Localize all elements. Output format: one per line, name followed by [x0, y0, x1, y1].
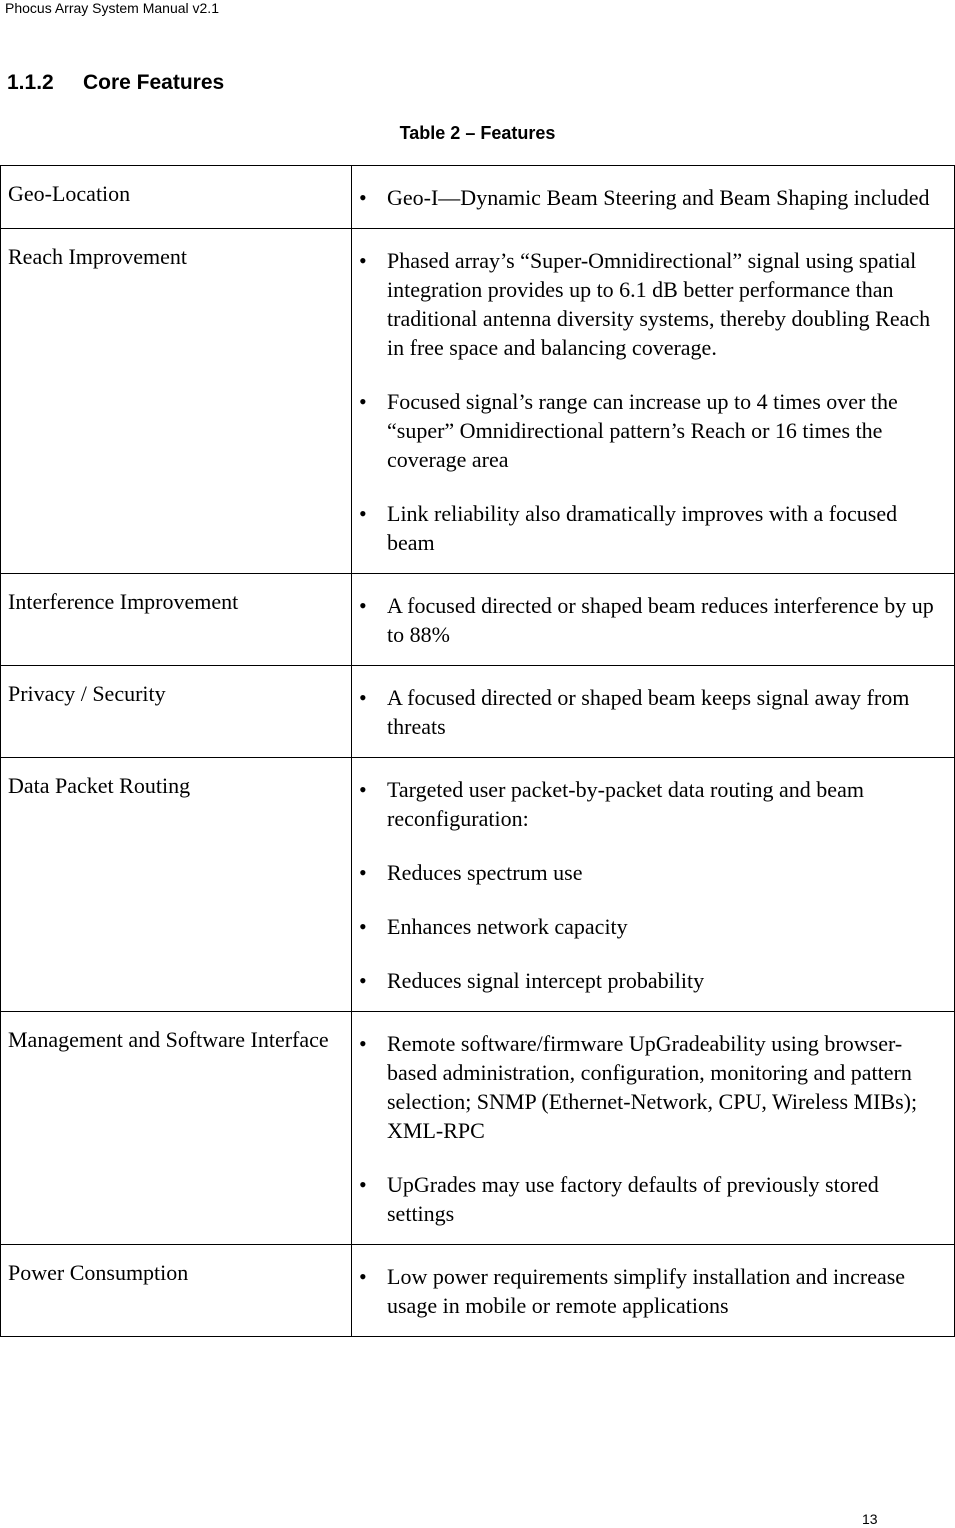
bullet-icon: •: [359, 1172, 367, 1197]
feature-bullet-text: Enhances network capacity: [387, 914, 628, 939]
feature-bullet-item: [359, 183, 946, 212]
feature-name: Data Packet Routing: [8, 773, 191, 798]
feature-bullet-text: UpGrades may use factory defaults of previously stored settings: [387, 1172, 879, 1226]
feature-bullet-text: Remote software/firmware UpGradeability using browser-based administration, configuration, monitoring and pattern selection; SNMP (Ethernet-Network, CPU, Wireless MIBs); XML-RPC: [387, 1031, 918, 1143]
bullet-icon: •: [359, 185, 367, 210]
feature-name: Power Consumption: [8, 1260, 189, 1285]
bullet-icon: •: [359, 968, 367, 993]
feature-description-cell: [352, 666, 955, 758]
feature-bullet-item: [359, 246, 946, 362]
feature-name: Interference Improvement: [8, 589, 239, 614]
feature-description-cell: [352, 229, 955, 574]
feature-bullet-text: Geo-I—Dynamic Beam Steering and Beam Shaping included: [387, 185, 930, 210]
feature-bullet-text: Phased array’s “Super-Omnidirectional” signal using spatial integration provides up to 6.1 dB better performance than traditional antenna diversity systems, thereby doubling Reach in free space and balancing coverage.: [387, 248, 931, 360]
bullet-icon: •: [359, 777, 367, 802]
feature-bullet-text: A focused directed or shaped beam reduces interference by up to 88%: [387, 593, 934, 647]
feature-bullet-text: Targeted user packet-by-packet data routing and beam reconfiguration:: [387, 777, 864, 831]
feature-bullet-text: A focused directed or shaped beam keeps signal away from threats: [387, 685, 910, 739]
feature-bullet-text: Reduces signal intercept probability: [387, 968, 705, 993]
feature-name: Reach Improvement: [8, 244, 187, 269]
bullet-icon: •: [359, 1031, 367, 1056]
feature-bullet-item: [359, 1170, 946, 1228]
feature-name-cell: [1, 229, 352, 574]
feature-name-cell: [1, 666, 352, 758]
table-row: [1, 1245, 955, 1337]
table-row: [1, 574, 955, 666]
running-header: Phocus Array System Manual v2.1: [5, 0, 219, 16]
feature-name-cell: [1, 1245, 352, 1337]
feature-bullet-text: Focused signal’s range can increase up to 4 times over the “super” Omnidirectional pattern’s Reach or 16 times the coverage area: [387, 389, 898, 472]
feature-bullet-item: [359, 966, 946, 995]
feature-name-cell: [1, 166, 352, 229]
feature-name-cell: [1, 1012, 352, 1245]
page-number: 13: [862, 1511, 878, 1527]
feature-description-cell: [352, 1012, 955, 1245]
bullet-icon: •: [359, 593, 367, 618]
feature-bullet-text: Reduces spectrum use: [387, 860, 583, 885]
feature-description-cell: [352, 166, 955, 229]
bullet-icon: •: [359, 1264, 367, 1289]
bullet-icon: •: [359, 501, 367, 526]
feature-name: Privacy / Security: [8, 681, 166, 706]
feature-bullet-text: Link reliability also dramatically improves with a focused beam: [387, 501, 898, 555]
feature-description-cell: [352, 574, 955, 666]
feature-name: Management and Software Interface: [8, 1027, 329, 1052]
feature-bullet-item: [359, 387, 946, 474]
feature-bullet-item: [359, 683, 946, 741]
feature-bullet-item: [359, 775, 946, 833]
bullet-icon: •: [359, 914, 367, 939]
features-table: [0, 165, 955, 1337]
feature-bullet-item: [359, 1262, 946, 1320]
section-title: Core Features: [83, 71, 225, 94]
features-table-body: [1, 166, 955, 1337]
feature-description-cell: [352, 758, 955, 1012]
bullet-icon: •: [359, 248, 367, 273]
section-heading: [7, 70, 224, 96]
bullet-icon: •: [359, 860, 367, 885]
feature-description-cell: [352, 1245, 955, 1337]
feature-name-cell: [1, 758, 352, 1012]
feature-bullet-item: [359, 1029, 946, 1145]
bullet-icon: •: [359, 389, 367, 414]
table-caption: Table 2 – Features: [399, 123, 556, 143]
table-row: [1, 758, 955, 1012]
table-row: [1, 229, 955, 574]
feature-bullet-item: [359, 912, 946, 941]
section-number: 1.1.2: [7, 71, 54, 94]
table-row: [1, 1012, 955, 1245]
feature-bullet-text: Low power requirements simplify installation and increase usage in mobile or remote applications: [387, 1264, 906, 1318]
feature-bullet-item: [359, 591, 946, 649]
feature-bullet-item: [359, 858, 946, 887]
feature-name: Geo-Location: [8, 181, 131, 206]
table-row: [1, 166, 955, 229]
table-row: [1, 666, 955, 758]
feature-bullet-item: [359, 499, 946, 557]
feature-name-cell: [1, 574, 352, 666]
bullet-icon: •: [359, 685, 367, 710]
